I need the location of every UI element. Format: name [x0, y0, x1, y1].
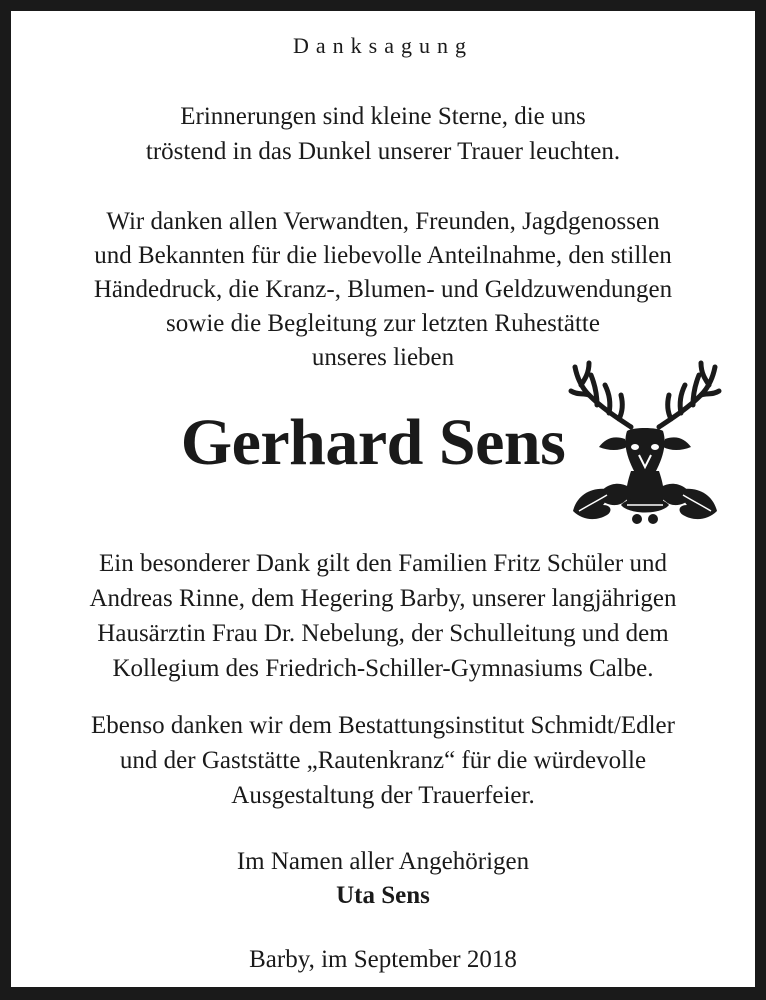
- further-thanks-line: Ebenso danken wir dem Bestattungsinstitut Schmidt/Edler: [91, 712, 675, 739]
- further-thanks-line: Ausgestaltung der Trauerfeier.: [231, 782, 535, 809]
- special-thanks-line: Hausärztin Frau Dr. Nebelung, der Schulleitung und dem: [97, 620, 669, 647]
- deceased-name: Gerhard Sens: [180, 406, 566, 479]
- stag-head-with-oak-leaves-icon: [567, 355, 723, 527]
- notice-title: Danksagung: [293, 33, 473, 58]
- place-date: Barby, im September 2018: [249, 946, 517, 973]
- intro-line: Händedruck, die Kranz-, Blumen- und Geldzuwendungen: [93, 276, 673, 303]
- intro-line: sowie die Begleitung zur letzten Ruhestätte: [166, 310, 600, 337]
- intro-line: Wir danken allen Verwandten, Freunden, Jagdgenossen: [106, 208, 660, 235]
- special-thanks-line: Kollegium des Friedrich-Schiller-Gymnasiums Calbe.: [112, 655, 654, 682]
- quote-line: Erinnerungen sind kleine Sterne, die uns: [180, 103, 586, 130]
- quote-line: tröstend in das Dunkel unserer Trauer leuchten.: [145, 138, 621, 165]
- signature-intro: Im Namen aller Angehörigen: [236, 848, 530, 875]
- intro-line: unseres lieben: [311, 344, 455, 371]
- further-thanks-line: und der Gaststätte „Rautenkranz“ für die würdevolle: [119, 747, 647, 774]
- special-thanks-line: Andreas Rinne, dem Hegering Barby, unserer langjährigen: [89, 585, 677, 612]
- signature-name: Uta Sens: [336, 882, 430, 909]
- special-thanks-line: Ein besonderer Dank gilt den Familien Fritz Schüler und: [99, 550, 667, 577]
- intro-line: und Bekannten für die liebevolle Anteilnahme, den stillen: [94, 242, 672, 269]
- obituary-notice: [11, 11, 755, 987]
